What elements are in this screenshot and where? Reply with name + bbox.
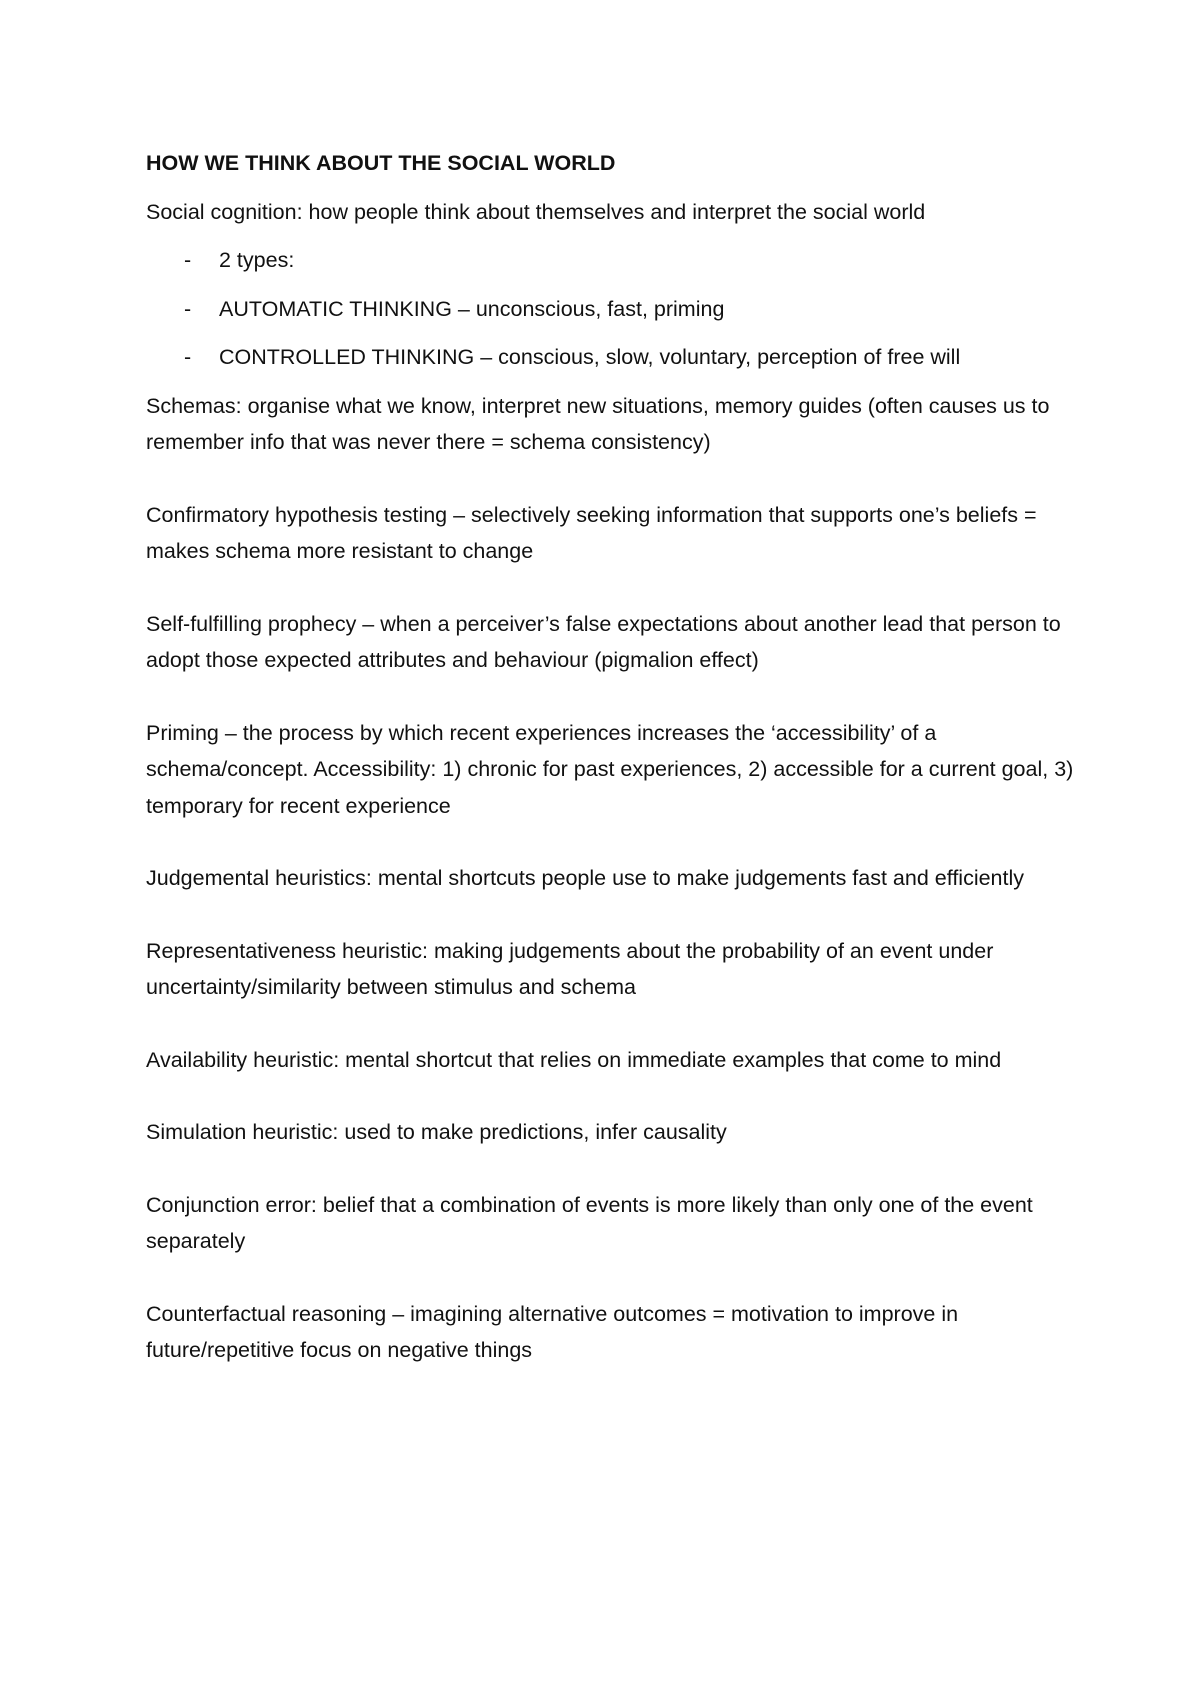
paragraph-representativeness-heuristic: Representativeness heuristic: making judgements about the probability of an event under uncertainty/similarity between stimulus and schema [146,938,994,999]
list-item-text: 2 types: [219,248,295,272]
list-dash: - [184,345,192,369]
paragraph-self-fulfilling-prophecy: Self-fulfilling prophecy – when a perceiver’s false expectations about another lead that person to adopt those expected attributes and behaviour (pigmalion effect) [146,611,1061,672]
paragraph-confirmatory-hypothesis: Confirmatory hypothesis testing – selectively seeking information that supports one’s beliefs = makes schema more resistant to change [146,502,1037,563]
list-item-text: CONTROLLED THINKING – conscious, slow, voluntary, perception of free will [219,345,961,369]
intro-paragraph: Social cognition: how people think about themselves and interpret the social world [146,199,926,224]
paragraph-counterfactual-reasoning: Counterfactual reasoning – imagining alternative outcomes = motivation to improve in future/repetitive focus on negative things [146,1301,959,1362]
paragraph-availability-heuristic: Availability heuristic: mental shortcut that relies on immediate examples that come to mind [146,1047,1002,1072]
document-title: HOW WE THINK ABOUT THE SOCIAL WORLD [146,151,616,175]
list-item-text: AUTOMATIC THINKING – unconscious, fast, priming [219,296,725,321]
list-dash: - [184,248,192,272]
bullet-list [146,242,1080,376]
list-dash: - [184,296,192,321]
paragraph-judgemental-heuristics: Judgemental heuristics: mental shortcuts people use to make judgements fast and efficiently [146,866,1025,890]
paragraph-simulation-heuristic: Simulation heuristic: used to make predictions, infer causality [146,1120,727,1144]
paragraph-schemas: Schemas: organise what we know, interpret new situations, memory guides (often causes us to remember info that was never there = schema consistency) [146,393,1050,454]
list-item [146,291,1080,328]
paragraph-priming: Priming – the process by which recent experiences increases the ‘accessibility’ of a schema/concept. Accessibility: 1) chronic for past experiences, 2) accessible for a current goal, 3) temporary for recent experience [146,720,1074,818]
list-item [146,242,1080,279]
list-item [146,339,1080,376]
paragraph-conjunction-error: Conjunction error: belief that a combination of events is more likely than only one of the event separately [146,1192,1033,1253]
